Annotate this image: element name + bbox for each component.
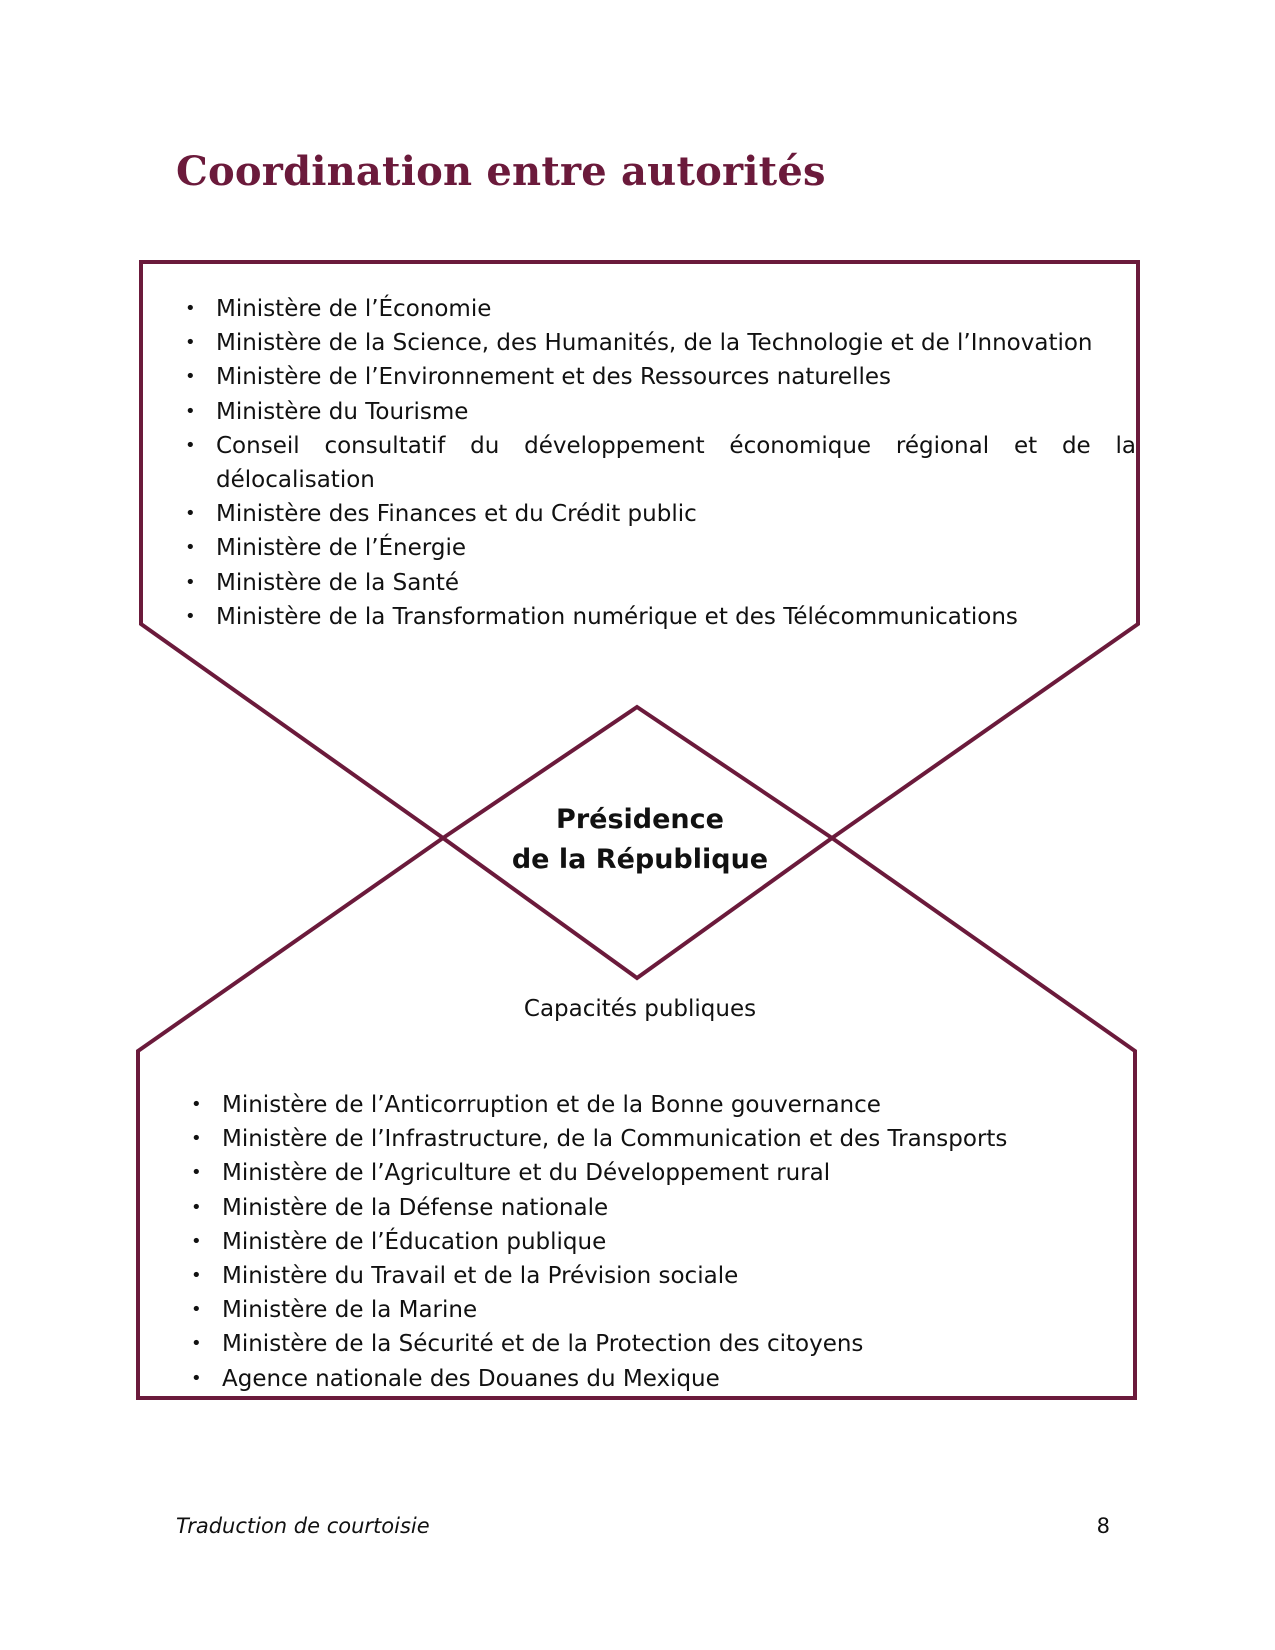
page-number: 8 (1096, 1514, 1110, 1538)
top-ministries-list (178, 292, 1136, 634)
bottom-ministries-list (184, 1088, 1102, 1396)
list-item: • Ministère des Finances et du Crédit public (216, 497, 1136, 531)
presidence-line-2: de la République (511, 844, 769, 875)
capacites-label: Capacités publiques (523, 996, 757, 1022)
list-item: • Ministère de l’Agriculture et du Développement rural (222, 1156, 1102, 1190)
list-item: • Ministère de l’Économie (216, 292, 1136, 326)
list-item: • Ministère du Tourisme (216, 395, 1136, 429)
footer-note: Traduction de courtoisie (176, 1514, 430, 1538)
list-item: • Agence nationale des Douanes du Mexique (222, 1362, 1102, 1396)
list-item: • Ministère de la Défense nationale (222, 1191, 1102, 1225)
list-item: • Ministère de la Sécurité et de la Protection des citoyens (222, 1327, 1102, 1361)
list-item: • Ministère de la Science, des Humanités, de la Technologie et de l’Innovation (216, 326, 1136, 360)
list-item: • Ministère de l’Infrastructure, de la Communication et des Transports (222, 1122, 1102, 1156)
presidence-line-1: Présidence (556, 804, 724, 835)
presidence-label (500, 800, 780, 880)
list-item: • Ministère du Travail et de la Prévision sociale (222, 1259, 1102, 1293)
list-item: • Ministère de la Transformation numérique et des Télécommunications (216, 600, 1136, 634)
list-item: • Ministère de la Marine (222, 1293, 1102, 1327)
page-title: Coordination entre autorités (176, 148, 826, 195)
list-item: • Ministère de l’Environnement et des Ressources naturelles (216, 360, 1136, 394)
list-item: • Conseil consultatif du développement économique régional et de la délocalisation (216, 429, 1136, 497)
list-item: • Ministère de l’Énergie (216, 531, 1136, 565)
list-item: • Ministère de l’Éducation publique (222, 1225, 1102, 1259)
list-item: • Ministère de la Santé (216, 566, 1136, 600)
list-item: • Ministère de l’Anticorruption et de la Bonne gouvernance (222, 1088, 1102, 1122)
